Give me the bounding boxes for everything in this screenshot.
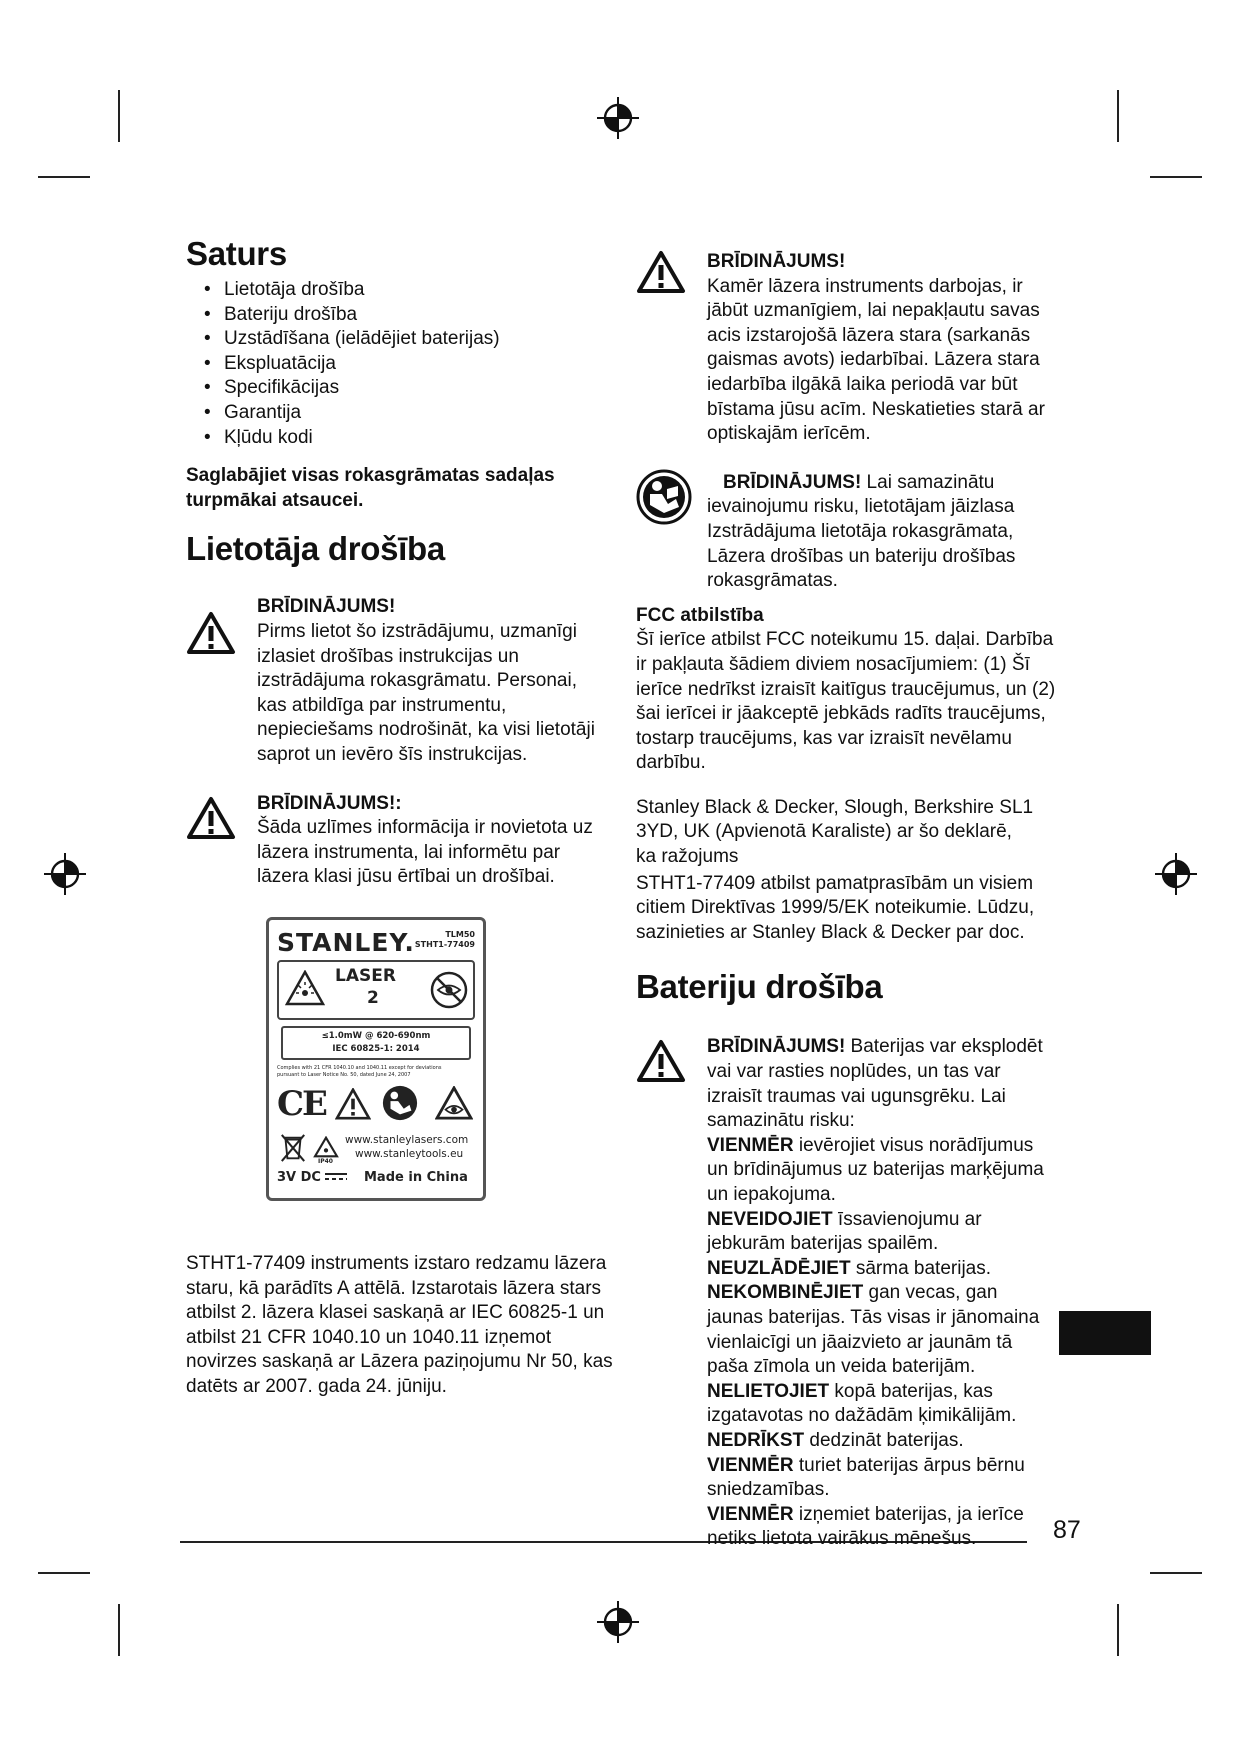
rule-text: izņemiet baterijas, ja ierīce netiks lietota vairākus mēnešus. — [707, 1503, 1024, 1550]
rule-text: turiet baterijas ārpus bērnu sniedzamības. — [707, 1454, 1025, 1501]
warning-3-label: BRĪDINĀJUMS! — [707, 251, 846, 272]
rule-text: dedzināt baterijas. — [804, 1429, 964, 1451]
crop-mark-bl-h — [38, 1572, 90, 1574]
warning-4-label: BRĪDINĀJUMS! — [723, 471, 862, 493]
warning-triangle-small-icon — [335, 1088, 371, 1120]
crop-mark-tr-v — [1117, 90, 1119, 142]
warning-block-4 — [636, 471, 1056, 594]
rule-keyword: NEUZLĀDĒJIET — [707, 1257, 851, 1279]
declaration-line-1: Stanley Black & Decker, Slough, Berkshire SL1 3YD, UK (Apvienotā Karaliste) ar šo deklarē, ka ražojums — [636, 796, 1034, 868]
warning-triangle-icon — [186, 611, 236, 655]
registration-mark-left-icon — [43, 852, 87, 896]
battery-warning-block — [636, 1035, 1056, 1551]
warning-triangle-icon — [636, 250, 686, 294]
label-url-1: www.stanleylasers.com — [345, 1134, 469, 1146]
ce-mark-icon: CE — [277, 1084, 326, 1124]
page-number: 87 — [1053, 1516, 1081, 1544]
fcc-title: FCC atbilstība — [636, 604, 764, 626]
right-column — [636, 250, 1056, 1552]
no-stare-eye-icon — [429, 970, 469, 1010]
warning-1-text: Pirms lietot šo izstrādājumu, uzmanīgi izlasiet drošības instrukcijas un izstrādājuma rokasgrāmatu. Personai, kas atbildīga par instrumentu, nepieciešams nodrošināt, ka visi lietotāji saprot un ievēro šīs instrukcijas. — [257, 620, 595, 765]
save-note: Saglabājiet visas rokasgrāmatas sadaļas turpmākai atsaucei. — [186, 465, 555, 511]
crop-mark-bl-v — [118, 1604, 120, 1656]
label-compliance-line-1: Complies with 21 CFR 1040.10 and 1040.11 except for deviations — [277, 1065, 442, 1071]
label-spec-box — [281, 1026, 471, 1060]
warning-2-text: Šāda uzlīmes informācija ir novietota uz lāzera instrumenta, lai informētu par lāzera klasi jūsu ērtībai un drošībai. — [257, 817, 593, 888]
battery-warning-intro — [707, 1035, 1056, 1133]
rule-keyword: NEKOMBINĒJIET — [707, 1282, 864, 1304]
laser-description: STHT1-77409 instruments izstaro redzamu lāzera staru, kā parādīts A attēlā. Izstarotais lāzera stars atbilst 2. lāzera klasei saskaņā ar IEC 60825-1 un atbilst 21 CFR 1040.10 un 1040.11 izņemot novirzes saskaņā ar Lāzera paziņojumu Nr 50, kas datēts ar 2007. gada 24. jūniju. — [186, 1253, 613, 1397]
left-column — [186, 234, 606, 890]
battery-rule-4 — [707, 1281, 1056, 1379]
rule-text: kopā baterijas, kas izgatavotas no dažādām ķimikālijām. — [707, 1380, 1017, 1427]
battery-safety-title: Bateriju drošība — [636, 968, 883, 1006]
label-laser-class: 2 — [367, 988, 379, 1008]
toc-title: Saturs — [186, 235, 287, 272]
crop-mark-tl-v — [118, 90, 120, 142]
rule-keyword: VIENMĒR — [707, 1134, 794, 1156]
rule-text: īssavienojumu ar jebkurām baterijas spailēm. — [707, 1208, 982, 1255]
rule-keyword: NELIETOJIET — [707, 1380, 830, 1402]
rule-text: sārma baterijas. — [850, 1257, 992, 1279]
rule-keyword: VIENMĒR — [707, 1454, 794, 1476]
rule-text: ievērojiet visus norādījumus un brīdinājumus uz baterijas marķējuma un iepakojuma. — [707, 1134, 1044, 1205]
label-brand: STANLEY. — [277, 928, 415, 957]
rule-keyword: NEDRĪKST — [707, 1429, 805, 1451]
warning-1-label: BRĪDINĀJUMS! — [257, 596, 396, 618]
section-tab-marker — [1059, 1311, 1151, 1355]
crop-mark-tl-h — [38, 176, 90, 178]
toc-item-battery-safety[interactable]: • Bateriju drošība — [186, 303, 606, 328]
rule-keyword: VIENMĒR — [707, 1503, 794, 1525]
toc-item-operation[interactable]: • Ekspluatācija — [186, 352, 606, 377]
label-made-in: Made in China — [364, 1170, 468, 1185]
read-manual-icon — [381, 1084, 419, 1122]
battery-rule-2 — [707, 1208, 1056, 1257]
warning-block-1 — [186, 595, 606, 767]
fcc-text: Šī ierīce atbilst FCC noteikumu 15. daļai. Darbība ir pakļauta šādiem diviem nosacījumiem: (1) Šī ierīce nedrīkst izraisīt kaitīgus traucējumus, un (2) šai ierīcei ir jāakceptē jebkāds radīts traucējums, tostarp traucējums, kas var izraisīt nevēlamu darbību. — [636, 629, 1056, 774]
battery-rule-5 — [707, 1380, 1056, 1429]
label-power-line: ≤1.0mW @ 620-690nm — [321, 1031, 431, 1041]
toc-item-user-safety[interactable]: • Lietotāja drošība — [186, 278, 606, 303]
battery-rule-3 — [707, 1257, 1056, 1282]
crop-mark-tr-h — [1150, 176, 1202, 178]
label-ip-rating: IP40 — [318, 1158, 333, 1165]
label-voltage: 3V DC — [277, 1170, 321, 1185]
eye-warning-icon — [435, 1086, 473, 1120]
label-compliance-line-2: pursuant to Laser Notice No. 50, dated June 24, 2007 — [277, 1072, 411, 1078]
declaration-line-2: STHT1-77409 atbilst pamatprasībām un visiem citiem Direktīvas 1999/5/EK noteikumie. Lūdzu, sazinieties ar Stanley Black & Decker par doc. — [636, 872, 1035, 943]
label-standard-line: IEC 60825-1: 2014 — [332, 1044, 420, 1054]
registration-mark-right-icon — [1154, 852, 1198, 896]
label-laser-word: LASER — [335, 966, 396, 986]
rule-keyword: NEVEIDOJIET — [707, 1208, 833, 1230]
toc-item-specifications[interactable]: • Specifikācijas — [186, 376, 606, 401]
warning-2-label: BRĪDINĀJUMS!: — [257, 792, 402, 814]
battery-warning-label: BRĪDINĀJUMS! — [707, 1036, 846, 1058]
warning-block-2 — [186, 792, 606, 890]
toc-item-installation[interactable]: • Uzstādīšana (ielādējiet baterijas) — [186, 327, 606, 352]
toc-item-warranty[interactable]: • Garantija — [186, 401, 606, 426]
laser-label-image — [266, 917, 486, 1201]
weee-bin-icon — [279, 1132, 307, 1164]
battery-rule-7 — [707, 1454, 1056, 1503]
battery-rule-6 — [707, 1429, 1056, 1454]
warning-triangle-icon — [636, 1039, 686, 1083]
label-compliance-text — [277, 1065, 477, 1079]
user-safety-title: Lietotāja drošība — [186, 530, 445, 568]
laser-warning-small-icon — [313, 1136, 339, 1158]
dc-symbol-icon — [325, 1171, 347, 1183]
read-manual-icon — [636, 469, 692, 525]
warning-block-3 — [636, 250, 1056, 447]
label-laser-panel — [277, 960, 475, 1020]
warning-triangle-icon — [186, 796, 236, 840]
battery-rule-1 — [707, 1134, 1056, 1208]
laser-hazard-icon — [285, 970, 325, 1006]
warning-3-text: Kamēr lāzera instruments darbojas, ir jābūt uzmanīgiem, lai nepakļautu savas acis izstarojošā lāzera stara (sarkanās gaismas avots) iedarbībai. Lāzera stara iedarbība ilgākā laika periodā var būt bīstama jūsu acīm. Neskatieties starā ar optiskajām ierīcēm. — [707, 275, 1045, 445]
battery-warning-text: Baterijas var eksplodēt vai var rasties noplūdes, un tas var izraisīt traumas vai ugunsgrēku. Lai samazinātu risku: — [707, 1036, 1043, 1132]
toc-item-error-codes[interactable]: • Kļūdu kodi — [186, 426, 606, 451]
label-url-2: www.stanleytools.eu — [355, 1148, 464, 1160]
registration-mark-bottom-icon — [596, 1600, 640, 1644]
registration-mark-top-icon — [596, 96, 640, 140]
crop-mark-br-v — [1117, 1604, 1119, 1656]
label-model-number: STHT1-77409 — [414, 940, 475, 949]
warning-4-text: Lai samazinātu ievainojumu risku, lietotājam jāizlasa Izstrādājuma lietotāja rokasgrāmata, Lāzera drošības un bateriju drošības rokasgrāmatas. — [707, 471, 1016, 592]
label-model-code: TLM50 — [445, 930, 475, 939]
crop-mark-br-h — [1150, 1572, 1202, 1574]
toc-list — [186, 278, 606, 450]
rule-text: gan vecas, gan jaunas baterijas. Tās visas ir jānomaina vienlaicīgi un jāaizvieto ar jaunām tā paša zīmola un veida baterijām. — [707, 1282, 1040, 1378]
battery-rule-8 — [707, 1503, 1056, 1552]
